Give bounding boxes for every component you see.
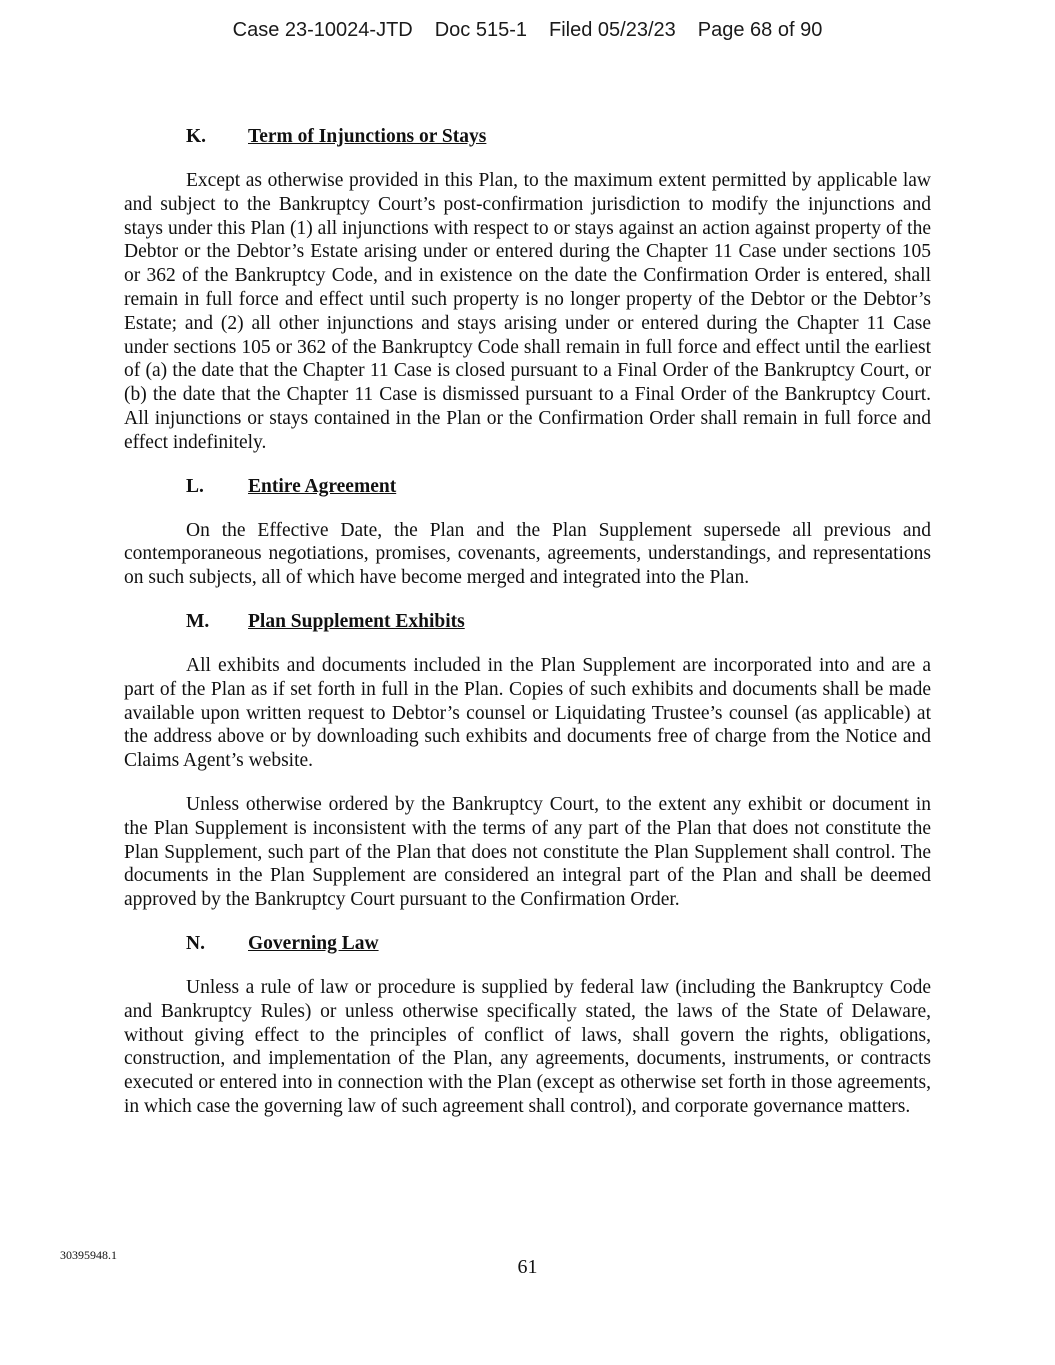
section-letter: L.: [186, 475, 204, 497]
court-filing-header: [0, 19, 1055, 42]
section-title: Term of Injunctions or Stays: [248, 126, 487, 147]
section-heading-l: [124, 475, 931, 499]
paragraph: All exhibits and documents included in the Plan Supplement are incorporated into and are a part of the Plan as if set forth in full in the Plan. Copies of such exhibits and documents shall be made available upon written request to Debtor’s counsel or Liquidating Trustee’s counsel (as applicable) at the address above or by downloading such exhibits and documents free of charge from the Notice and Claims Agent’s website.: [124, 654, 931, 772]
document-body: [124, 125, 931, 1139]
paragraph: Unless otherwise ordered by the Bankruptcy Court, to the extent any exhibit or document in the Plan Supplement is inconsistent with the terms of any part of the Plan that does not constitute the Plan Supplement, such part of the Plan that does not constitute the Plan Supplement shall control. The documents in the Plan Supplement are considered an integral part of the Plan and shall be deemed approved by the Bankruptcy Court pursuant to the Confirmation Order.: [124, 793, 931, 911]
section-heading-n: [124, 932, 931, 956]
section-letter: K.: [186, 126, 207, 147]
doc-number: Doc 515-1: [434, 19, 528, 41]
section-heading-m: [124, 610, 931, 634]
section-letter: M.: [186, 610, 210, 632]
section-title: Plan Supplement Exhibits: [248, 610, 465, 632]
paragraph: Unless a rule of law or procedure is supplied by federal law (including the Bankruptcy Code and Bankruptcy Rules) or unless otherwise specifically stated, the laws of the State of Delaware, without giving effect to the principles of conflict of laws, shall govern the rights, obligations, construction, and implementation of the Plan, any agreements, documents, instruments, or contracts executed or entered into in connection with the Plan (except as otherwise set forth in those agreements, in which case the governing law of such agreement shall control), and corporate governance matters.: [124, 976, 931, 1117]
section-title: Governing Law: [248, 932, 379, 954]
paragraph: On the Effective Date, the Plan and the Plan Supplement supersede all previous and contemporaneous negotiations, promises, covenants, agreements, understandings, and representations on such subjects, all of which have become merged and integrated into the Plan.: [124, 519, 931, 589]
document-id: 30395948.1: [60, 1248, 117, 1262]
page-number: 61: [517, 1256, 538, 1278]
paragraph: Except as otherwise provided in this Plan, to the maximum extent permitted by applicable law and subject to the Bankruptcy Court’s post-confirmation jurisdiction to modify the injunctions and stays under this Plan (1) all injunctions with respect to or stays against an action against property of the Debtor or the Debtor’s Estate arising under or entered during the Chapter 11 Case under sections 105 or 362 of the Bankruptcy Code, and in existence on the date the Confirmation Order is entered, shall remain in full force and effect until such property is no longer property of the Debtor or the Debtor’s Estate; and (2) all other injunctions and stays arising under or entered during the Chapter 11 Case under sections 105 or 362 of the Bankruptcy Code shall remain in full force and effect until the earliest of (a) the date that the Chapter 11 Case is closed pursuant to a Final Order of the Bankruptcy Court, or (b) the date that the Chapter 11 Case is dismissed pursuant to a Final Order of the Bankruptcy Court. All injunctions or stays contained in the Plan or the Confirmation Order shall remain in full force and effect indefinitely.: [124, 170, 931, 453]
section-letter: N.: [186, 932, 205, 954]
section-title: Entire Agreement: [248, 475, 397, 497]
case-number: Case 23-10024-JTD: [232, 19, 413, 41]
filed-date: Filed 05/23/23: [549, 19, 676, 41]
section-heading-k: [124, 125, 931, 149]
page-of-total: Page 68 of 90: [697, 19, 823, 41]
